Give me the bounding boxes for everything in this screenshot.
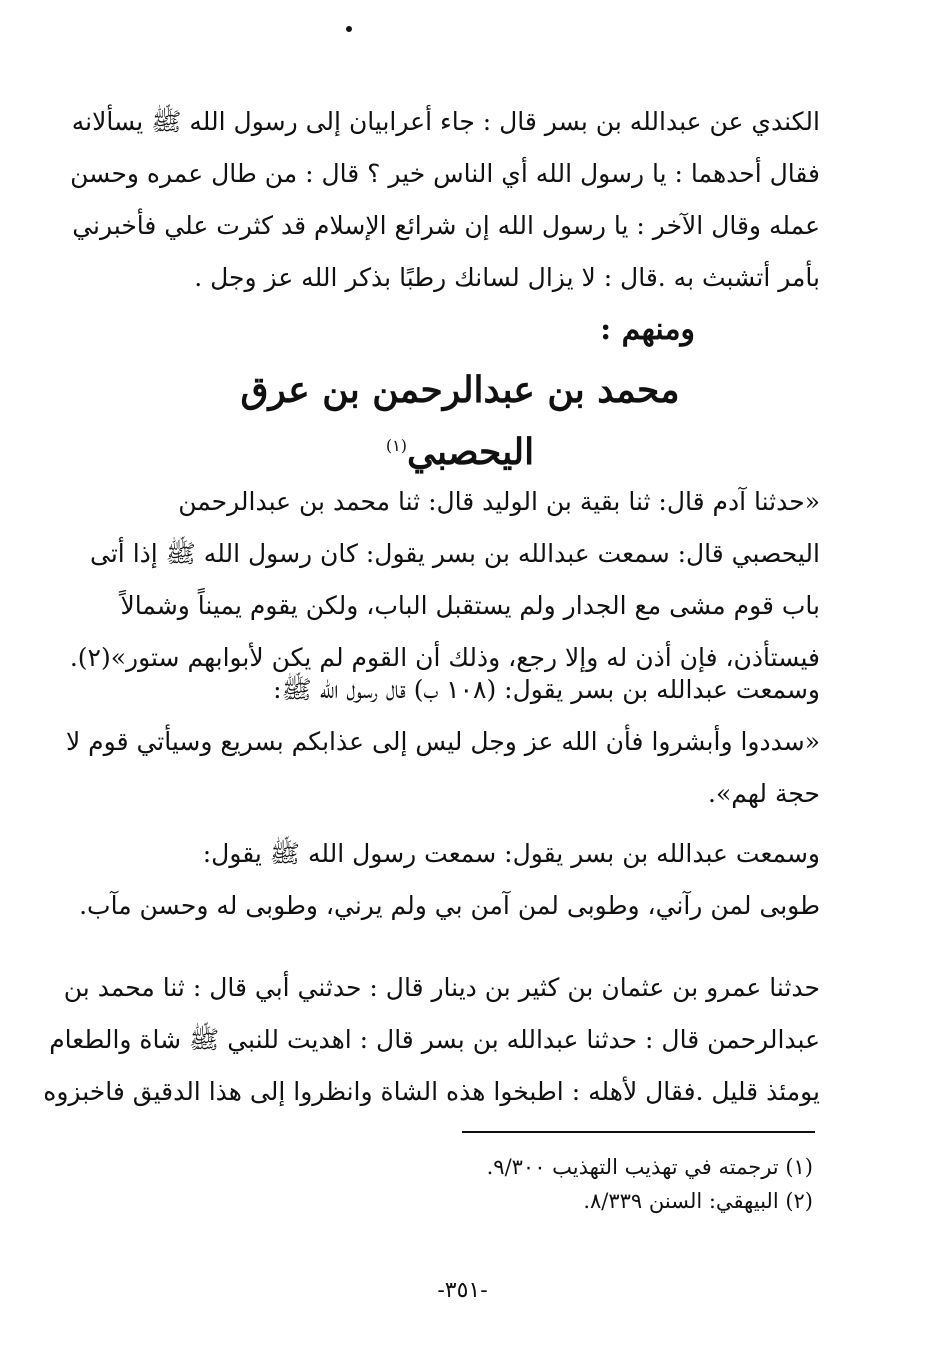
text-line: وسمعت عبدالله بن بسر يقول: (١٠٨ ب) قال رسول الله ﷺ:: [273, 675, 820, 704]
section-subheading: ومنهم :: [600, 312, 695, 347]
text-line: حجة لهم».: [708, 779, 820, 808]
footnote-item: (١) ترجمته في تهذيب التهذيب ٩/٣٠٠.: [486, 1155, 813, 1179]
text-line: «سددوا وأبشروا فأن الله عز وجل ليس إلى عذابكم بسريع وسيأتي قوم لا: [65, 727, 820, 756]
footnote-marker: (١): [385, 436, 407, 455]
page-number: -٣٥١-: [437, 1278, 488, 1303]
text-line: «حدثنا آدم قال: ثنا بقية بن الوليد قال: ثنا محمد بن عبدالرحمن: [178, 487, 820, 516]
text-line: فيستأذن، فإن أذن له وإلا رجع، وذلك أن القوم لم يكن لأبوابهم ستور»(٢).: [69, 643, 820, 672]
text-line: طوبى لمن رآني، وطوبى لمن آمن بي ولم يرني، وطوبى له وحسن مآب.: [79, 891, 820, 920]
biography-heading-name: محمد بن عبدالرحمن بن عرق اليحصبي: [240, 369, 680, 473]
text-line: حدثنا عمرو بن عثمان بن كثير بن دينار قال : حدثني أبي قال : ثنا محمد بن: [63, 973, 820, 1002]
paragraph-amr-narration: [43, 962, 820, 1118]
footnote-item: (٢) البيهقي: السنن ٨/٣٣٩.: [583, 1189, 813, 1213]
footnote-divider: [462, 1131, 815, 1133]
text-line: فقال أحدهما : يا رسول الله أي الناس خير ؟ قال : من طال عمره وحسن: [70, 159, 820, 188]
text-line: عبدالرحمن قال : حدثنا عبدالله بن بسر قال : اهديت للنبي ﷺ شاة والطعام: [49, 1025, 820, 1054]
text-line: الكندي عن عبدالله بن بسر قال : جاء أعرابيان إلى رسول الله ﷺ يسألانه: [71, 107, 820, 136]
paragraph-tuba-hadith: [79, 828, 820, 932]
text-line: يومئذ قليل .فقال لأهله : اطبخوا هذه الشاة وانظروا إلى هذا الدقيق فاخبزوه: [43, 1077, 820, 1106]
paragraph-kindi-narration: [70, 96, 820, 304]
decorative-dot: [346, 26, 352, 32]
paragraph-adam-narration: [69, 476, 820, 684]
text-line: وسمعت عبدالله بن بسر يقول: سمعت رسول الله ﷺ يقول:: [202, 839, 820, 868]
text-line: بأمر أتشبث به .قال : لا يزال لسانك رطبًا بذكر الله عز وجل .: [194, 263, 820, 292]
text-line: عمله وقال الآخر : يا رسول الله إن شرائع الإسلام قد كثرت علي فأخبرني: [72, 211, 820, 240]
footnotes: [293, 1150, 813, 1218]
text-line: باب قوم مشى مع الجدار ولم يستقبل الباب، ولكن يقوم يميناً وشمالاً: [120, 591, 820, 620]
paragraph-saddidu-hadith: [65, 664, 820, 820]
biography-heading: [200, 362, 720, 480]
text-line: اليحصبي قال: سمعت عبدالله بن بسر يقول: كان رسول الله ﷺ إذا أتى: [90, 539, 820, 568]
